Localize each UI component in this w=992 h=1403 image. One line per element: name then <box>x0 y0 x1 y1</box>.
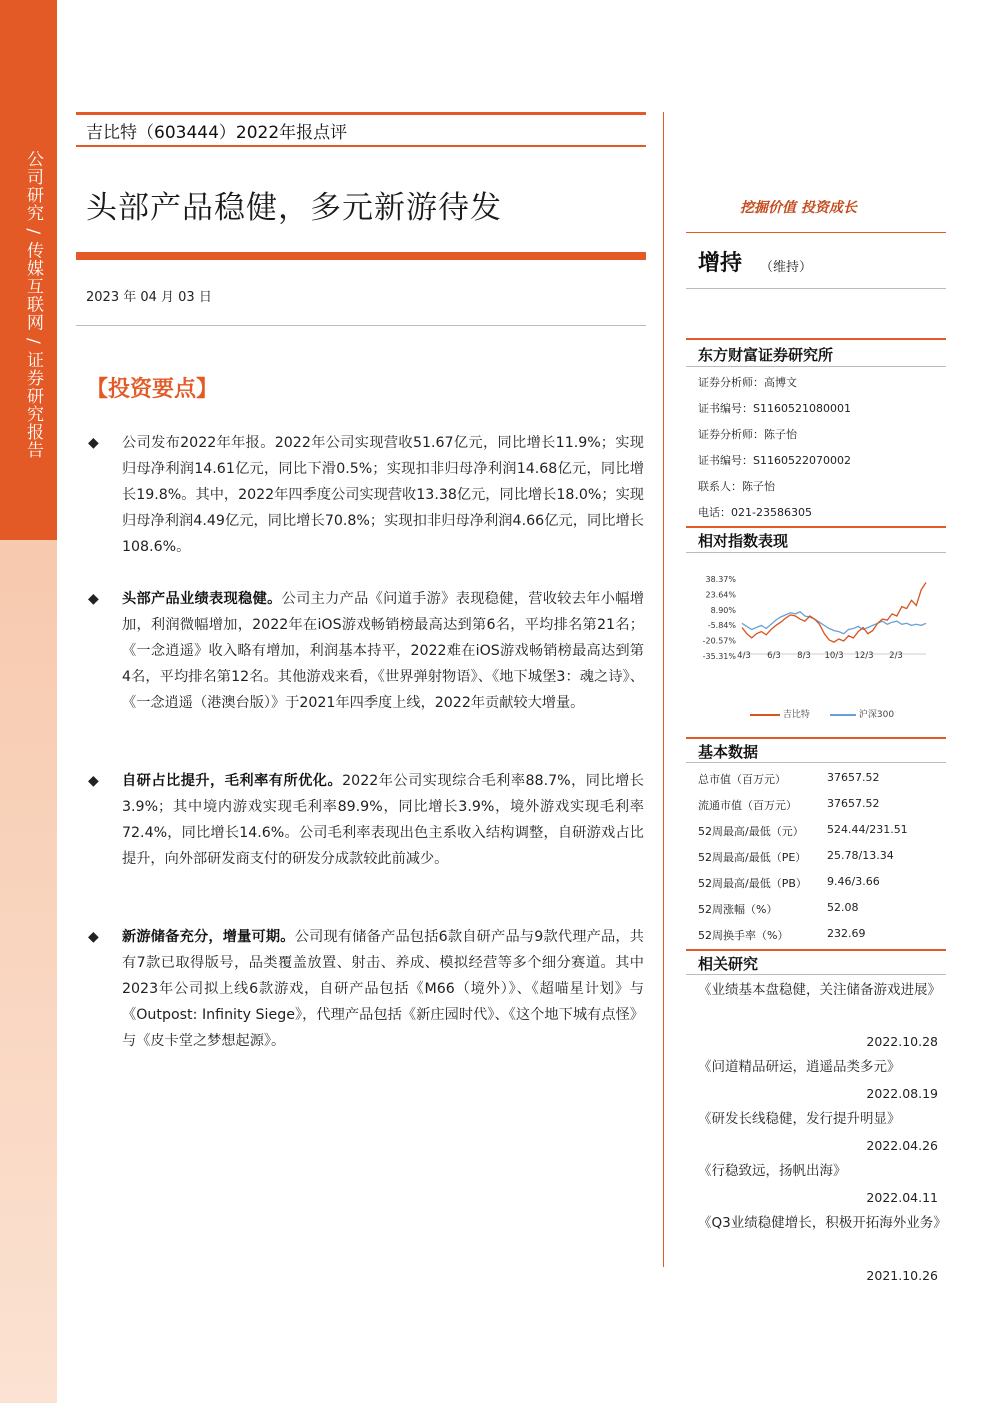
rating-note: （维持） <box>760 260 813 275</box>
basic-value: 9.46/3.66 <box>827 875 880 888</box>
basic-head-underline <box>686 762 946 763</box>
related-report-date: 2022.04.26 <box>866 1138 938 1153</box>
basic-head-rule <box>686 737 946 739</box>
x-tick-label: 4/3 <box>737 651 751 661</box>
legend-swatch <box>750 714 780 716</box>
basic-value: 52.08 <box>827 901 859 914</box>
relative-index-chart <box>698 568 944 728</box>
x-tick-label: 2/3 <box>889 651 903 661</box>
chart-head-underline <box>686 552 946 553</box>
related-report-date: 2022.08.19 <box>866 1086 938 1101</box>
basic-value: 37657.52 <box>827 797 880 810</box>
bullet-text: 公司主力产品《问道手游》表现稳健，营收较去年小幅增加，利润微幅增加，2022年在iOS游戏畅销榜最高达到第6名，平均排名第21名；《一念逍遥》收入略有增加，利润基本持平，2022难在iOS游戏畅销榜最高达到第4名，平均排名第12名。其他游戏来看，《世界弹射物语》、《地下城堡3：魂之诗》、《一念逍遥（港澳台版）》于2021年四季度上线，2022年贡献较大增量。 <box>122 591 644 711</box>
related-head-underline <box>686 974 946 975</box>
y-tick-label: 8.90% <box>710 605 736 615</box>
report-date: 2023 年 04 月 03 日 <box>86 290 212 305</box>
section-title: 【投资要点】 <box>86 376 219 402</box>
basic-key: 52周最高/最低（PE） <box>698 851 807 864</box>
y-tick-label: -5.84% <box>707 621 736 631</box>
analyst-line: 证券分析师：高博文 <box>698 376 797 389</box>
related-report-date: 2022.04.11 <box>866 1190 938 1205</box>
basic-key: 52周换手率（%） <box>698 929 789 942</box>
basic-key: 52周涨幅（%） <box>698 903 778 916</box>
related-report-date: 2022.10.28 <box>866 1034 938 1049</box>
analyst-line: 证券分析师：陈子怡 <box>698 428 797 441</box>
related-report-title[interactable]: 《Q3业绩稳健增长，积极开拓海外业务》 <box>698 1215 947 1231</box>
x-tick-label: 12/3 <box>854 651 874 661</box>
analyst-line: 证书编号：S1160521080001 <box>698 402 851 415</box>
rating: 增持 <box>698 251 743 276</box>
bullet-4 <box>88 924 644 1054</box>
related-report-title[interactable]: 《行稳致远，扬帆出海》 <box>698 1163 847 1179</box>
legend-label: 沪深300 <box>858 710 895 720</box>
related-report-title[interactable]: 《业绩基本盘稳健，关注储备游戏进展》 <box>698 982 941 998</box>
diamond-icon: ◆ <box>88 591 99 607</box>
basic-value: 232.69 <box>827 927 866 940</box>
y-tick-label: -35.31% <box>702 652 736 661</box>
bullet-text: 2022年公司实现综合毛利率88.7%，同比增长3.9%；其中境内游戏实现毛利率89.9%，同比增长3.9%，境外游戏实现毛利率72.4%，同比增长14.6%。公司毛利率表现出色主系收入结构调整，自研游戏占比提升，向外部研发商支付的研发分成款较此前减少。 <box>122 773 644 867</box>
slogan: 挖掘价值 投资成长 <box>740 200 857 216</box>
x-tick-label: 10/3 <box>824 651 844 661</box>
bullet-lead: 头部产品业绩表现稳健。 <box>122 591 282 607</box>
institute-rule <box>686 338 946 340</box>
basic-value: 25.78/13.34 <box>827 849 894 862</box>
diamond-icon: ◆ <box>88 929 99 945</box>
legend-label: 吉比特 <box>782 710 810 720</box>
chart-head-rule <box>686 526 946 528</box>
bullet-lead: 自研占比提升，毛利率有所优化。 <box>122 773 343 789</box>
top-rule <box>76 112 646 115</box>
sidebar-band <box>0 0 57 1403</box>
bullet-3 <box>88 768 644 872</box>
basic-key: 52周最高/最低（元） <box>698 825 804 838</box>
related-report-title[interactable]: 《问道精品研运，逍遥品类多元》 <box>698 1059 901 1075</box>
related-report-date: 2021.10.26 <box>866 1268 938 1283</box>
page-title: 头部产品稳健，多元新游待发 <box>86 190 502 226</box>
bullet-text: 公司现有储备产品包括6款自研产品与9款代理产品，共有7款已取得版号，品类覆盖放置、射击、养成、模拟经营等多个细分赛道。其中2023年公司拟上线6款游戏，自研产品包括《M66（境外）》、《超喵星计划》与《Outpost: Infinity Siege》，代理产品包括《新庄园时代》、《这个地下城有点怪》与《皮卡堂之梦想起源》。 <box>122 929 644 1049</box>
x-tick-label: 8/3 <box>797 651 811 661</box>
sidebar-category: 公司研究 / 传媒互联网 / 证券研究报告 <box>23 150 43 460</box>
related-head-rule <box>686 949 946 951</box>
legend-swatch <box>830 714 856 716</box>
basic-heading: 基本数据 <box>698 743 759 761</box>
analyst-line: 联系人：陈子怡 <box>698 480 775 493</box>
bullet-lead: 新游储备充分，增量可期。 <box>122 929 295 945</box>
analyst-line: 证书编号：S1160522070002 <box>698 454 851 467</box>
analyst-line: 电话：021-23586305 <box>698 506 812 519</box>
report-type-rule <box>76 145 646 147</box>
y-tick-label: 38.37% <box>705 575 736 584</box>
column-divider <box>663 112 664 1267</box>
rating-rule <box>686 288 946 289</box>
institute-underline <box>686 366 946 367</box>
related-report-title[interactable]: 《研发长线稳健，发行提升明显》 <box>698 1111 901 1127</box>
y-tick-label: 23.64% <box>705 590 736 600</box>
date-rule <box>76 325 646 326</box>
legend-item-hs300 <box>830 707 894 720</box>
basic-value: 524.44/231.51 <box>827 823 908 836</box>
diamond-icon: ◆ <box>88 773 99 789</box>
report-type: 吉比特（603444）2022年报点评 <box>86 123 348 143</box>
bullet-text: 公司发布2022年年报。2022年公司实现营收51.67亿元，同比增长11.9%；实现归母净利润14.61亿元，同比下滑0.5%；实现扣非归母净利润14.68亿元，同比增长19.8%。其中，2022年四季度公司实现营收13.38亿元，同比增长18.0%；实现归母净利润4.49亿元，同比增长70.8%；实现扣非归母净利润4.66亿元，同比增长108.6%。 <box>122 435 644 555</box>
basic-value: 37657.52 <box>827 771 880 784</box>
title-bar <box>76 252 646 260</box>
basic-key: 52周最高/最低（PB） <box>698 877 807 890</box>
slogan-rule <box>686 232 946 233</box>
series-line <box>742 583 926 643</box>
bullet-1 <box>88 430 644 560</box>
basic-key: 流通市值（百万元） <box>698 799 797 812</box>
chart-heading: 相对指数表现 <box>698 532 789 550</box>
legend-item-jibite <box>750 707 810 720</box>
y-tick-label: -20.57% <box>702 636 736 646</box>
basic-key: 总市值（百万元） <box>698 773 786 786</box>
diamond-icon: ◆ <box>88 435 99 451</box>
related-heading: 相关研究 <box>698 955 759 973</box>
institute-name: 东方财富证券研究所 <box>698 346 834 364</box>
x-tick-label: 6/3 <box>767 651 781 661</box>
bullet-2 <box>88 586 644 716</box>
